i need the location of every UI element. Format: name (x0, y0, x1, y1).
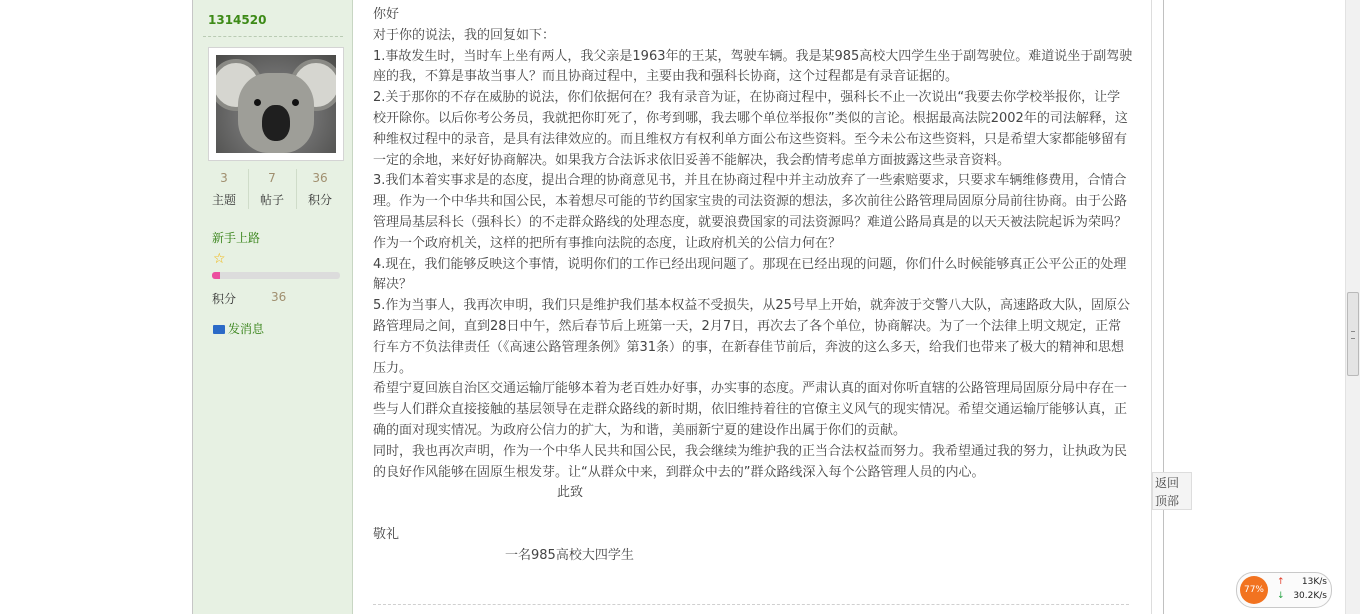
stat-points[interactable] (297, 165, 343, 208)
user-rank[interactable]: 新手上路 (212, 231, 261, 245)
koala-eye-right (292, 99, 299, 106)
post-paragraph: 希望宁夏回族自治区交通运输厅能够本着为老百姓办好事，办实事的态度。严肃认真的面对你听直辖的公路管理局固原分局中存在一些与人们群众直接接触的基层领导在走群众路线的新时期，依旧维持着往的官僚主义风气的现实情况。希望交通运输厅能够认真，正确的面对现实情况。为政府公信力的扩大，为和谐，美丽新宁夏的建设作出属于你们的贡献。 (373, 381, 1128, 438)
stat-points-label: 积分 (307, 193, 332, 207)
upload-speed-value: 13K/s (1301, 577, 1327, 587)
rank-progress-bar (212, 272, 340, 279)
scrollbar-grip-icon (1351, 331, 1355, 339)
network-speed-widget[interactable] (1236, 572, 1332, 608)
send-message-link[interactable] (213, 320, 264, 337)
post-closing: 此致 (557, 485, 584, 501)
back-to-top-button[interactable]: 返回顶部 (1152, 472, 1192, 510)
upload-speed (1275, 577, 1327, 587)
left-margin (0, 0, 193, 614)
download-arrow-icon: ↓ (1277, 591, 1285, 601)
stat-topics-value[interactable]: 3 (220, 171, 228, 185)
download-speed-value: 30.2K/s (1293, 591, 1327, 601)
avatar-frame[interactable] (208, 47, 344, 161)
user-stats (201, 165, 345, 215)
post-body (373, 5, 1133, 567)
post-paragraph: 2.关于那你的不存在威胁的说法，你们依据何在？我有录音为证，在协商过程中，强科长不止一次说出“我要去你学校举报你，让学校开除你。以后你考公务员，我就把你盯死了，你考到哪，我去哪个单位举报你”类似的言论。根据最高法院2002年的司法解释，这种维权过程中的录音，是具有法律效应的。而且维权方有权利单方面公布这些资料。至今未公布这些资料，只是希望大家都能够留有一定的余地，来好好协商解决。如果我方合法诉求依旧妥善不能解决，我会酌情考虑单方面披露这些录音资料。 (373, 90, 1128, 168)
post-paragraph: 3.我们本着实事求是的态度，提出合理的协商意见书，并且在协商过程中并主动放弃了一些索赔要求，只要求车辆维修费用，合情合理。作为一个中华共和国公民，本着想尽可能的节约国家宝贵的司法资源的想法，多次前往公路管理局固原分局前往协商。由于公路管理局基层科长（强科长）的不走群众路线的处理态度，就要浪费国家的司法资源吗？难道公路局真是的以天天被法院起诉为荣吗？作为一个政府机关，这样的把所有事推向法院的态度，让政府机关的公信力何在？ (373, 173, 1128, 251)
envelope-icon (213, 325, 225, 334)
post-regards: 敬礼 (373, 526, 400, 542)
send-message-label[interactable]: 发消息 (228, 322, 265, 336)
rank-progress-fill (212, 272, 220, 279)
username-link[interactable]: 1314520 (208, 13, 267, 27)
points-label: 积分 (212, 292, 237, 306)
memory-usage-badge[interactable]: 77% (1240, 576, 1268, 604)
sidebar-divider (203, 36, 343, 37)
post-divider (373, 604, 1129, 605)
stat-posts-label: 帖子 (259, 193, 284, 207)
points-value: 36 (271, 290, 287, 304)
post-blank-line (373, 504, 1133, 525)
star-icon: ☆ (213, 251, 226, 267)
avatar[interactable] (216, 55, 336, 153)
post-paragraph: 同时，我也再次声明，作为一个中华人民共和国公民，我会继续为维护我的正当合法权益而努力。我希望通过我的努力，让执政为民的良好作风能够在固原生根发芽。让“从群众中来，到群众中去的”群众路线深入每个公路管理人员的内心。 (373, 443, 1128, 480)
upload-arrow-icon: ↑ (1277, 577, 1285, 587)
download-speed (1275, 591, 1327, 601)
stat-posts[interactable] (249, 165, 295, 208)
scrollbar-thumb[interactable] (1347, 292, 1359, 376)
stat-topics[interactable] (201, 165, 247, 208)
post-paragraph: 5.作为当事人，我再次申明，我们只是维护我们基本权益不受损失，从25号早上开始，就奔波于交警八大队，高速路政大队，固原公路管理局之间，直到28日中午，然后春节后上班第一天，2月7日，再次去了各个单位，协商解决。为了一个法律上明文规定，正常行车方不负法律责任（《高速公路管理条例》第31条）的事，在新春佳节前后，奔波的这么多天，给我们也带来了极大的精神和思想压力。 (373, 298, 1130, 376)
stat-posts-value[interactable]: 7 (268, 171, 276, 185)
user-sidebar (193, 0, 353, 614)
koala-eye-left (254, 99, 261, 106)
post-paragraph: 对于你的说法，我的回复如下： (373, 27, 556, 43)
post-signature: 一名985高校大四学生 (505, 547, 634, 563)
post-paragraph: 你好 (373, 7, 400, 22)
post-content-area (353, 0, 1152, 614)
koala-nose (262, 105, 290, 141)
stat-points-value[interactable]: 36 (312, 171, 328, 185)
right-margin-line (1163, 0, 1164, 614)
post-paragraph: 4.现在，我们能够反映这个事情，说明你们的工作已经出现问题了。那现在已经出现的问题，你们什么时候能够真正公平公正的处理解决？ (373, 256, 1127, 293)
stat-topics-label: 主题 (211, 193, 236, 207)
scrollbar[interactable] (1345, 0, 1360, 614)
post-paragraph: 1.事故发生时，当时车上坐有两人，我父亲是1963年的王某，驾驶车辆。我是某985高校大四学生坐于副驾驶位。难道说坐于副驾驶座的我，不算是事故当事人？而且协商过程中，主要由我和强科长协商，这个过程都是有录音证据的。 (373, 48, 1133, 85)
